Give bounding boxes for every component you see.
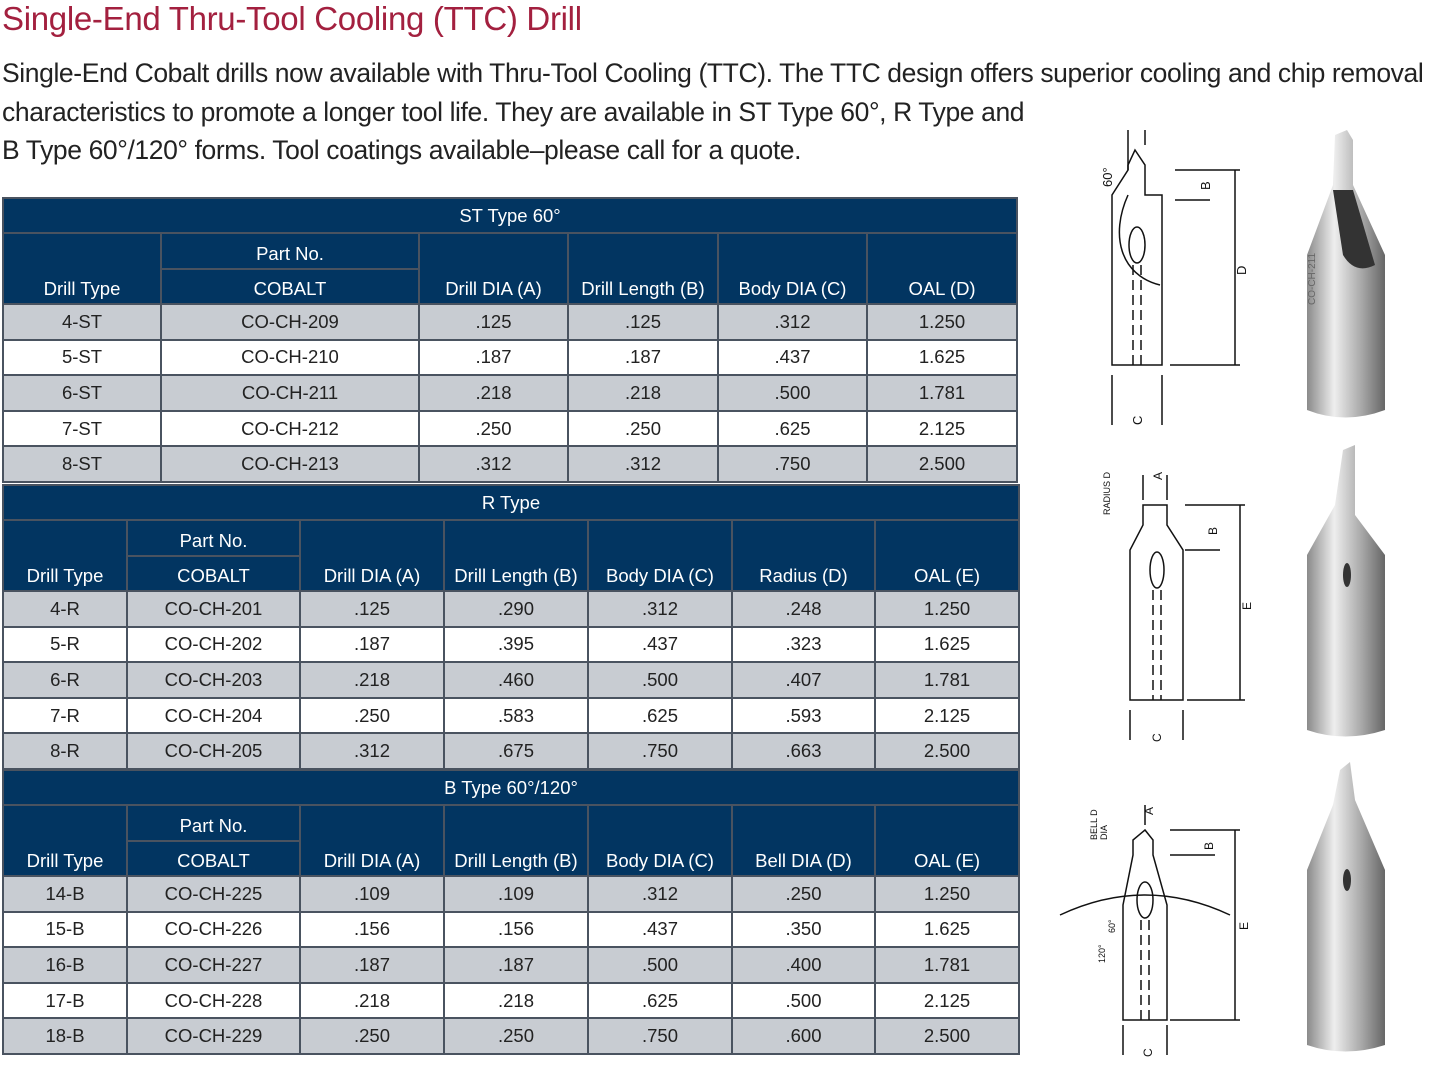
r-type-table	[2, 484, 1020, 770]
table-cell: .187	[444, 947, 588, 983]
table-cell: .250	[300, 698, 444, 734]
table-cell: CO-CH-204	[127, 698, 300, 734]
table-cell: .312	[588, 591, 732, 627]
table-cell: CO-CH-229	[127, 1018, 300, 1054]
table-cell: .248	[732, 591, 875, 627]
table-cell: CO-CH-225	[127, 876, 300, 912]
table-row	[3, 912, 1019, 948]
column-header: OAL (E)	[875, 805, 1019, 876]
table-cell: .218	[419, 375, 568, 411]
column-header: Drill Type	[3, 233, 161, 304]
column-header: Body DIA (C)	[588, 805, 732, 876]
table-cell: .500	[588, 662, 732, 698]
table-cell: .407	[732, 662, 875, 698]
table-cell: 5-R	[3, 627, 127, 663]
table-cell: .218	[300, 983, 444, 1019]
table-row	[3, 876, 1019, 912]
table-cell: .625	[718, 411, 867, 447]
table-row	[3, 983, 1019, 1019]
column-header: Body DIA (C)	[718, 233, 867, 304]
table-cell: CO-CH-210	[161, 340, 419, 376]
column-header: Drill Type	[3, 805, 127, 876]
table-cell: 14-B	[3, 876, 127, 912]
table-cell: 15-B	[3, 912, 127, 948]
column-header: COBALT	[161, 269, 419, 304]
table-cell: .500	[732, 983, 875, 1019]
table-row	[3, 591, 1019, 627]
table-cell: 1.250	[875, 876, 1019, 912]
c-label: C	[1141, 1048, 1155, 1057]
table-cell: CO-CH-212	[161, 411, 419, 447]
column-header: Drill DIA (A)	[300, 805, 444, 876]
table-cell: 1.625	[867, 340, 1017, 376]
angle-120-label: 120°	[1097, 944, 1107, 963]
table-cell: 2.500	[875, 733, 1019, 769]
table-cell: 8-R	[3, 733, 127, 769]
table-cell: .125	[300, 591, 444, 627]
column-header: Radius (D)	[732, 520, 875, 591]
table-title: B Type 60°/120°	[3, 770, 1019, 805]
st-type-photo	[1295, 125, 1395, 425]
table-cell: 6-R	[3, 662, 127, 698]
table-cell: .187	[419, 340, 568, 376]
table-cell: 5-ST	[3, 340, 161, 376]
table-title: ST Type 60°	[3, 198, 1017, 233]
table-cell: .600	[732, 1018, 875, 1054]
table-cell: CO-CH-228	[127, 983, 300, 1019]
a-label: A	[1142, 806, 1156, 815]
table-cell: 1.625	[875, 912, 1019, 948]
photo-marking: CO-CH-211	[1307, 252, 1318, 305]
table-row	[3, 662, 1019, 698]
table-row	[3, 304, 1017, 340]
table-cell: .218	[300, 662, 444, 698]
table-row	[3, 340, 1017, 376]
column-header: COBALT	[127, 841, 300, 876]
r-type-photo	[1295, 445, 1395, 740]
angle-label: 60°	[1100, 167, 1115, 187]
table-cell: .187	[300, 627, 444, 663]
dia-label: DIA	[1099, 824, 1109, 840]
table-cell: 1.781	[875, 662, 1019, 698]
table-cell: 16-B	[3, 947, 127, 983]
table-cell: .500	[718, 375, 867, 411]
table-row	[3, 446, 1017, 482]
intro-line: B Type 60°/120° forms. Tool coatings available–please call for a quote.	[2, 135, 802, 165]
table-cell: .437	[588, 912, 732, 948]
table-cell: .625	[588, 983, 732, 1019]
table-cell: .156	[444, 912, 588, 948]
table-cell: CO-CH-203	[127, 662, 300, 698]
table-cell: 2.500	[875, 1018, 1019, 1054]
column-header: Drill Type	[3, 520, 127, 591]
table-cell: .460	[444, 662, 588, 698]
part-no-header: Part No.	[127, 805, 300, 841]
table-cell: CO-CH-209	[161, 304, 419, 340]
page-title: Single-End Thru-Tool Cooling (TTC) Drill	[2, 0, 582, 37]
table-cell: .250	[300, 1018, 444, 1054]
c-label: C	[1130, 415, 1145, 425]
table-cell: CO-CH-205	[127, 733, 300, 769]
table-cell: CO-CH-227	[127, 947, 300, 983]
part-no-header: Part No.	[161, 233, 419, 269]
table-cell: .312	[419, 446, 568, 482]
table-cell: .125	[419, 304, 568, 340]
column-header: Body DIA (C)	[588, 520, 732, 591]
column-header: Bell DIA (D)	[732, 805, 875, 876]
b-type-photo	[1295, 760, 1395, 1060]
table-row	[3, 698, 1019, 734]
table-cell: .323	[732, 627, 875, 663]
column-header: Drill DIA (A)	[300, 520, 444, 591]
st-type-diagram	[1090, 125, 1260, 430]
e-label: E	[1240, 601, 1254, 610]
table-cell: .675	[444, 733, 588, 769]
table-row	[3, 375, 1017, 411]
table-cell: .312	[588, 876, 732, 912]
table-cell: .109	[444, 876, 588, 912]
table-cell: .750	[718, 446, 867, 482]
table-cell: .290	[444, 591, 588, 627]
b-label: B	[1198, 181, 1213, 190]
table-cell: .663	[732, 733, 875, 769]
table-cell: 1.250	[867, 304, 1017, 340]
table-cell: CO-CH-211	[161, 375, 419, 411]
table-cell: .109	[300, 876, 444, 912]
table-cell: 8-ST	[3, 446, 161, 482]
table-row	[3, 733, 1019, 769]
table-cell: 17-B	[3, 983, 127, 1019]
table-cell: CO-CH-201	[127, 591, 300, 627]
st-type-table	[2, 197, 1018, 483]
table-cell: .312	[300, 733, 444, 769]
bell-label: BELL D	[1089, 809, 1099, 840]
table-cell: .250	[568, 411, 718, 447]
e-label: E	[1237, 921, 1251, 930]
column-header: Drill DIA (A)	[419, 233, 568, 304]
table-cell: .625	[588, 698, 732, 734]
b-type-table	[2, 769, 1020, 1055]
table-cell: CO-CH-202	[127, 627, 300, 663]
table-title: R Type	[3, 485, 1019, 520]
b-label: B	[1202, 841, 1216, 850]
table-cell: .395	[444, 627, 588, 663]
d-label: D	[1234, 265, 1249, 275]
table-cell: 2.125	[875, 983, 1019, 1019]
table-cell: .187	[300, 947, 444, 983]
table-row	[3, 627, 1019, 663]
table-cell: 1.781	[875, 947, 1019, 983]
table-cell: .593	[732, 698, 875, 734]
table-cell: 2.500	[867, 446, 1017, 482]
table-cell: .218	[444, 983, 588, 1019]
column-header: Drill Length (B)	[444, 520, 588, 591]
table-cell: 7-R	[3, 698, 127, 734]
b-label: B	[1206, 526, 1220, 535]
table-cell: .750	[588, 1018, 732, 1054]
r-type-diagram	[1095, 460, 1260, 745]
table-cell: .156	[300, 912, 444, 948]
table-cell: .187	[568, 340, 718, 376]
table-cell: 4-R	[3, 591, 127, 627]
table-cell: .583	[444, 698, 588, 734]
table-cell: 6-ST	[3, 375, 161, 411]
table-cell: 1.781	[867, 375, 1017, 411]
column-header: COBALT	[127, 556, 300, 591]
b-type-diagram	[1055, 795, 1260, 1060]
table-cell: 7-ST	[3, 411, 161, 447]
table-cell: 1.250	[875, 591, 1019, 627]
table-cell: 4-ST	[3, 304, 161, 340]
column-header: Drill Length (B)	[568, 233, 718, 304]
table-cell: .125	[568, 304, 718, 340]
table-cell: 2.125	[867, 411, 1017, 447]
table-cell: .250	[732, 876, 875, 912]
intro-line: characteristics to promote a longer tool life. They are available in ST Type 60°, R Type and	[2, 96, 1025, 127]
table-row	[3, 947, 1019, 983]
table-cell: .312	[568, 446, 718, 482]
table-cell: 18-B	[3, 1018, 127, 1054]
part-no-header: Part No.	[127, 520, 300, 556]
radius-label: RADIUS D	[1102, 471, 1112, 515]
table-cell: .437	[588, 627, 732, 663]
table-cell: .437	[718, 340, 867, 376]
column-header: OAL (E)	[875, 520, 1019, 591]
table-cell: .400	[732, 947, 875, 983]
table-cell: .250	[444, 1018, 588, 1054]
a-label: A	[1151, 471, 1165, 480]
table-row	[3, 1018, 1019, 1054]
c-label: C	[1150, 733, 1164, 742]
column-header: Drill Length (B)	[444, 805, 588, 876]
table-cell: CO-CH-213	[161, 446, 419, 482]
table-cell: .750	[588, 733, 732, 769]
table-cell: 1.625	[875, 627, 1019, 663]
table-cell: .500	[588, 947, 732, 983]
column-header: OAL (D)	[867, 233, 1017, 304]
table-cell: .250	[419, 411, 568, 447]
table-cell: .350	[732, 912, 875, 948]
table-row	[3, 411, 1017, 447]
angle-60-label: 60°	[1107, 919, 1117, 933]
table-cell: .218	[568, 375, 718, 411]
table-cell: CO-CH-226	[127, 912, 300, 948]
table-cell: 2.125	[875, 698, 1019, 734]
intro-line: Single-End Cobalt drills now available with Thru-Tool Cooling (TTC). The TTC design offers superior cooling and chip removal	[2, 58, 1424, 88]
table-cell: .312	[718, 304, 867, 340]
